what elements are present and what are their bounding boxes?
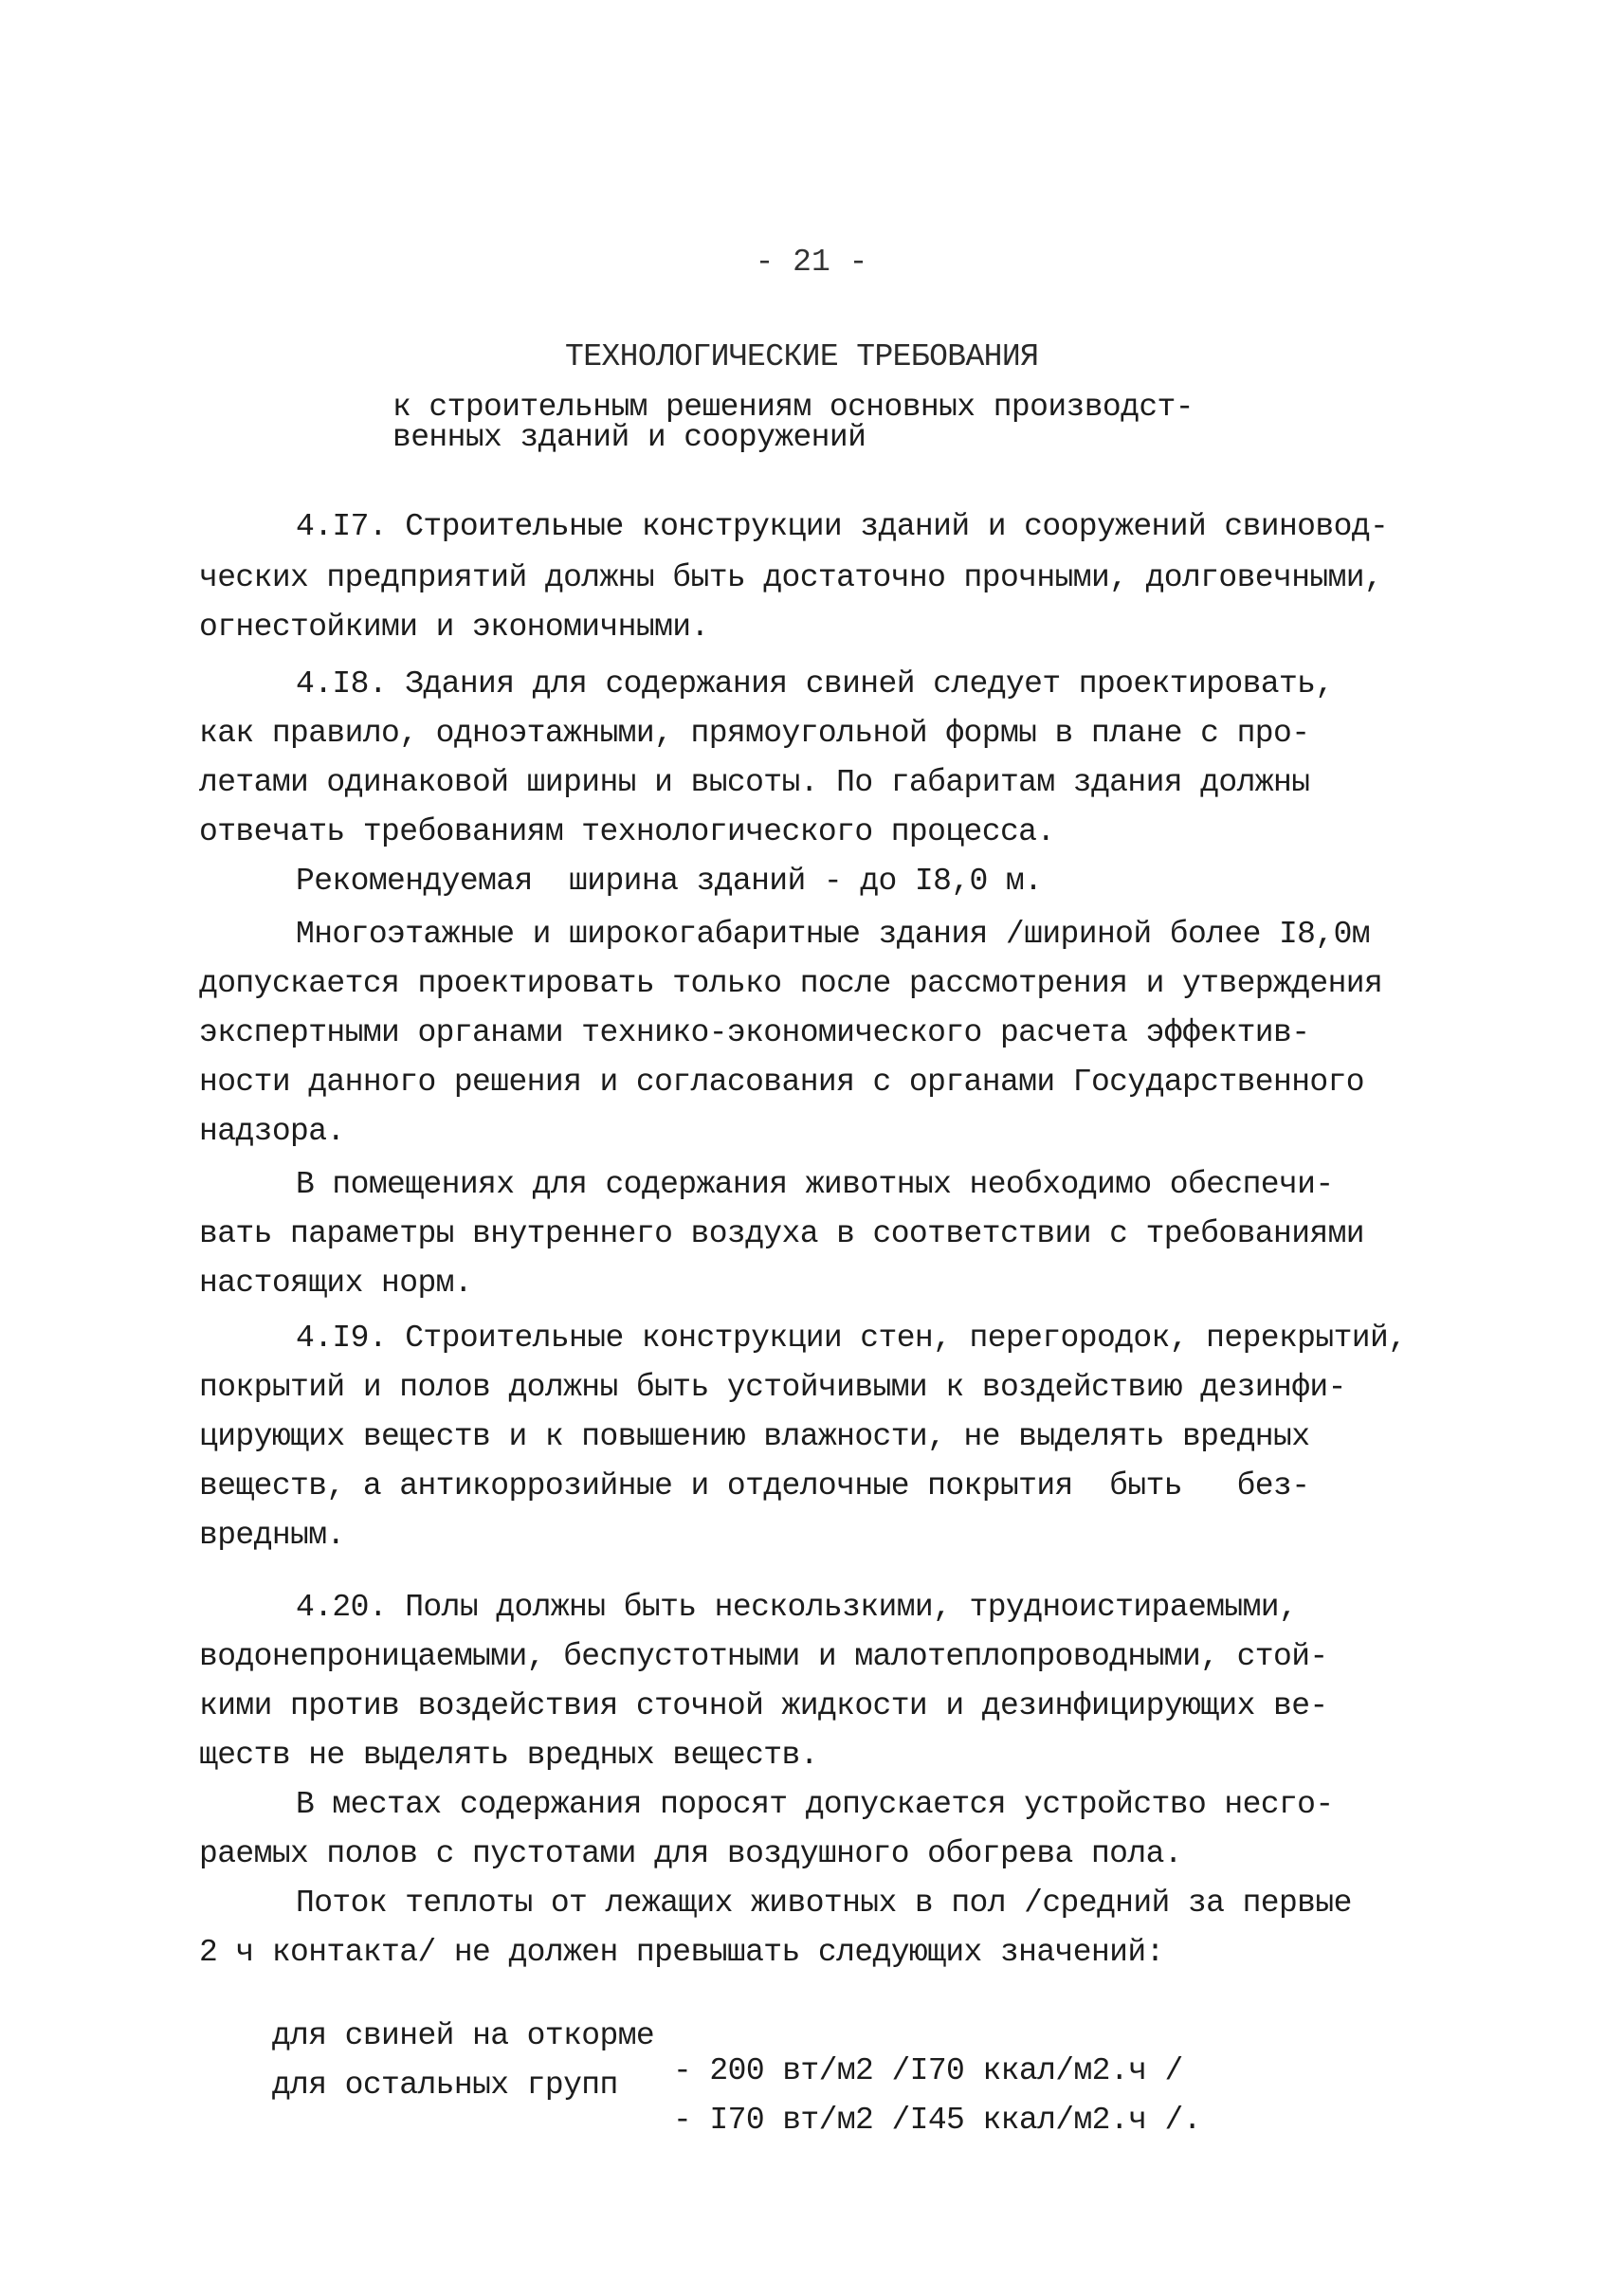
paragraph-line: Многоэтажные и широкогабаритные здания /шириной более I8,0м [296,917,1370,952]
section-subheading-line: венных зданий и сооружений [392,420,866,455]
paragraph-line: водонепроницаемыми, беспустотными и малотеплопроводными, стой- [199,1639,1328,1674]
paragraph-line: В помещениях для содержания животных необходимо обеспечи- [296,1167,1334,1202]
paragraph-line: Поток теплоты от лежащих животных в пол /средний за первые [296,1886,1352,1921]
paragraph-line: огнестойкими и экономичными. [199,610,709,645]
paragraph-line: вать параметры внутреннего воздуха в соответствии с требованиями [199,1216,1365,1251]
heat-flow-group: для свиней на откорме [271,2018,655,2053]
heat-flow-value: - 200 вт/м2 /I70 ккал/м2.ч / [673,2053,1183,2088]
paragraph-line: 4.I9. Строительные конструкции стен, перегородок, перекрытий, [296,1321,1407,1356]
heat-flow-group: для остальных групп [271,2068,618,2103]
paragraph-line: надзора. [199,1114,345,1149]
paragraph-line: 4.I8. Здания для содержания свиней следует проектировать, [296,666,1334,702]
paragraph-line: летами одинаковой ширины и высоты. По габаритам здания должны [199,765,1310,800]
paragraph-line: веществ, а антикоррозийные и отделочные покрытия быть без- [199,1468,1310,1503]
paragraph-line: В местах содержания поросят допускается устройство несго- [296,1787,1334,1822]
heat-flow-value: - I70 вт/м2 /I45 ккал/м2.ч /. [673,2103,1201,2138]
paragraph-line: как правило, одноэтажными, прямоугольной формы в плане с про- [199,716,1310,751]
paragraph-line: ности данного решения и согласования с органами Государственного [199,1065,1365,1100]
paragraph-line: вредным. [199,1518,345,1553]
paragraph-line: 4.20. Полы должны быть нескользкими, трудноистираемыми, [296,1590,1298,1625]
section-heading: ТЕХНОЛОГИЧЕСКИЕ ТРЕБОВАНИЯ [565,339,1039,374]
paragraph-line: раемых полов с пустотами для воздушного обогрева пола. [199,1836,1182,1871]
paragraph-line: цирующих веществ и к повышению влажности, не выделять вредных [199,1419,1310,1454]
paragraph-line: отвечать требованиям технологического процесса. [199,814,1055,849]
paragraph-line: покрытий и полов должны быть устойчивыми к воздействию дезинфи- [199,1370,1346,1405]
paragraph-line: настоящих норм. [199,1266,473,1301]
paragraph-line: 4.I7. Строительные конструкции зданий и сооружений свиновод- [296,509,1389,544]
section-subheading-line: к строительным решениям основных производст- [392,390,1194,425]
paragraph-line: 2 ч контакта/ не должен превышать следующих значений: [199,1935,1164,1970]
paragraph-line: ществ не выделять вредных веществ. [199,1738,818,1773]
paragraph-line: допускается проектировать только после рассмотрения и утверждения [199,966,1383,1001]
paragraph-line: экспертными органами технико-экономического расчета эффектив- [199,1015,1310,1050]
paragraph-line: ческих предприятий должны быть достаточно прочными, долговечными, [199,560,1383,595]
paragraph-line: кими против воздействия сточной жидкости и дезинфицирующих ве- [199,1688,1328,1723]
page-number: - 21 - [755,245,868,280]
paragraph-line: Рекомендуемая ширина зданий - до I8,0 м. [296,864,1043,899]
